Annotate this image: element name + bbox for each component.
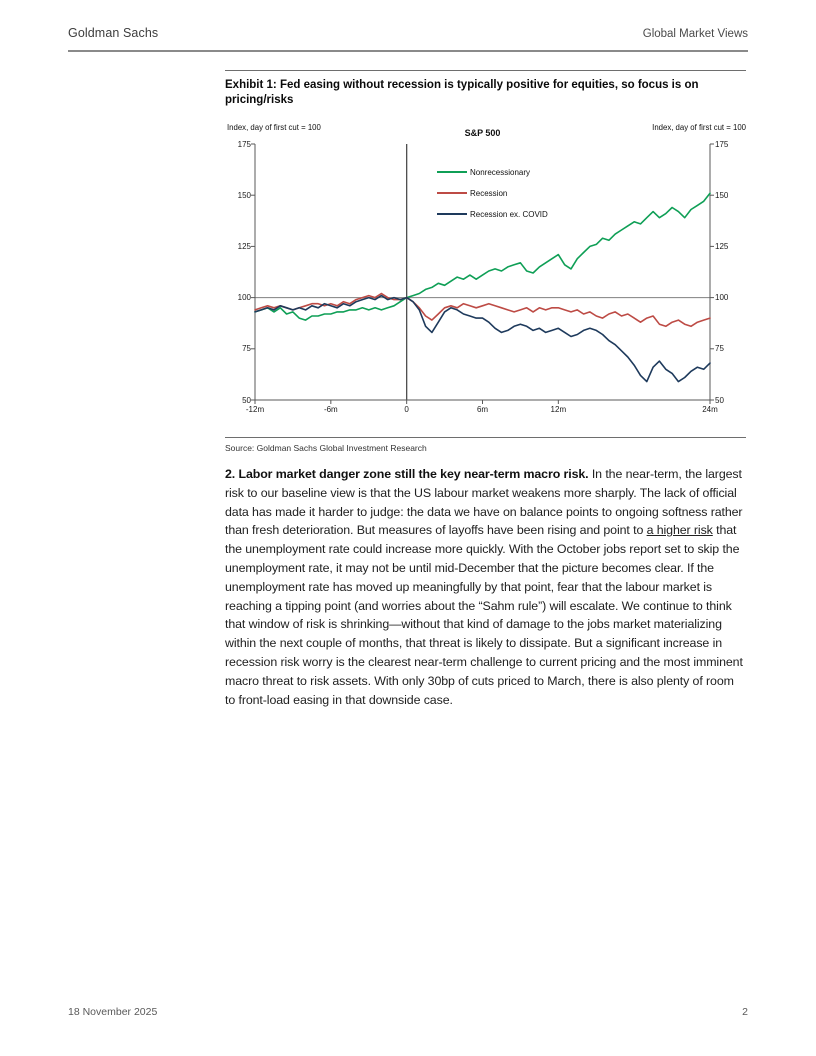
body-paragraph bbox=[225, 465, 746, 709]
higher-risk-link[interactable]: a higher risk bbox=[646, 523, 713, 538]
x-axis-tick-label: 24m bbox=[702, 405, 718, 414]
exhibit-section bbox=[225, 70, 746, 453]
y-axis-tick-label: 125 bbox=[237, 241, 251, 251]
exhibit-bottom-divider bbox=[225, 437, 746, 453]
paragraph-lead-bold: 2. Labor market danger zone still the key near-term macro risk. bbox=[225, 467, 589, 481]
exhibit-top-divider bbox=[225, 70, 746, 71]
y-axis-tick-label: 50 bbox=[715, 395, 724, 405]
y-axis-tick-label: 150 bbox=[237, 190, 251, 200]
y-axis-tick-label: 75 bbox=[715, 344, 724, 354]
x-axis-tick-label: 6m bbox=[476, 405, 489, 414]
y-axis-tick-label: 50 bbox=[242, 395, 251, 405]
right-axis-caption: Index, day of first cut = 100 bbox=[652, 123, 746, 132]
chart-title: S&P 500 bbox=[464, 128, 501, 138]
legend-label: Recession ex. COVID bbox=[470, 209, 548, 219]
y-axis-tick-label: 150 bbox=[715, 190, 729, 200]
y-axis-tick-label: 75 bbox=[242, 344, 251, 354]
source-note: Source: Goldman Sachs Global Investment Research bbox=[225, 443, 427, 453]
paragraph-text-1: In the near-term, the largest risk to our baseline view is that the US labour market weakens more sharply. The lack of official data has made it harder to judge: the data we have on balance points to ongoing softness rather than fresh deterioration. But measures of layoffs have been rising and point to bbox=[225, 467, 743, 538]
page-number: 2 bbox=[742, 1006, 748, 1018]
y-axis-tick-label: 175 bbox=[715, 139, 729, 149]
legend-label: Nonrecessionary bbox=[470, 167, 531, 177]
sp500-line-chart bbox=[225, 121, 746, 414]
x-axis-tick-label: 0 bbox=[404, 405, 409, 414]
content-column bbox=[225, 70, 746, 709]
page-header bbox=[68, 26, 748, 40]
brand-name: Goldman Sachs bbox=[68, 26, 159, 40]
y-axis-tick-label: 125 bbox=[715, 241, 729, 251]
document-title: Global Market Views bbox=[642, 28, 748, 40]
legend-label: Recession bbox=[470, 188, 508, 198]
x-axis-tick-label: 12m bbox=[550, 405, 567, 414]
y-axis-tick-label: 100 bbox=[237, 293, 251, 303]
paragraph-text-2: that the unemployment rate could increase more quickly. With the October jobs report set to skip the unemployment rate, it may not be until mid-December that the picture becomes clear. If the unemployment rate has moved up meaningfully by that point, fear that the labour market is reaching a tipping point (and worries about the “Sahm rule”) will escalate. We continue to think that window of risk is shrinking—without that kind of damage to the jobs market materializing within the next couple of months, that threat is likely to dissipate. But a significant increase in recession risk worry is the clearest near-term challenge to current pricing and the most imminent macro threat to risk assets. With only 30bp of cuts priced to March, there is also plenty of room to front-load easing in that downside case. bbox=[225, 523, 743, 707]
footer-date: 18 November 2025 bbox=[68, 1006, 158, 1018]
y-axis-tick-label: 175 bbox=[237, 139, 251, 149]
y-axis-tick-label: 100 bbox=[715, 293, 729, 303]
x-axis-tick-label: -12m bbox=[245, 405, 265, 414]
x-axis-tick-label: -6m bbox=[323, 405, 338, 414]
plot-area bbox=[255, 144, 710, 400]
header-divider bbox=[68, 50, 748, 52]
page-footer bbox=[68, 1006, 748, 1018]
left-axis-caption: Index, day of first cut = 100 bbox=[227, 123, 321, 132]
exhibit-title: Exhibit 1: Fed easing without recession is typically positive for equities, so focus is on pricing/risks bbox=[225, 79, 699, 106]
